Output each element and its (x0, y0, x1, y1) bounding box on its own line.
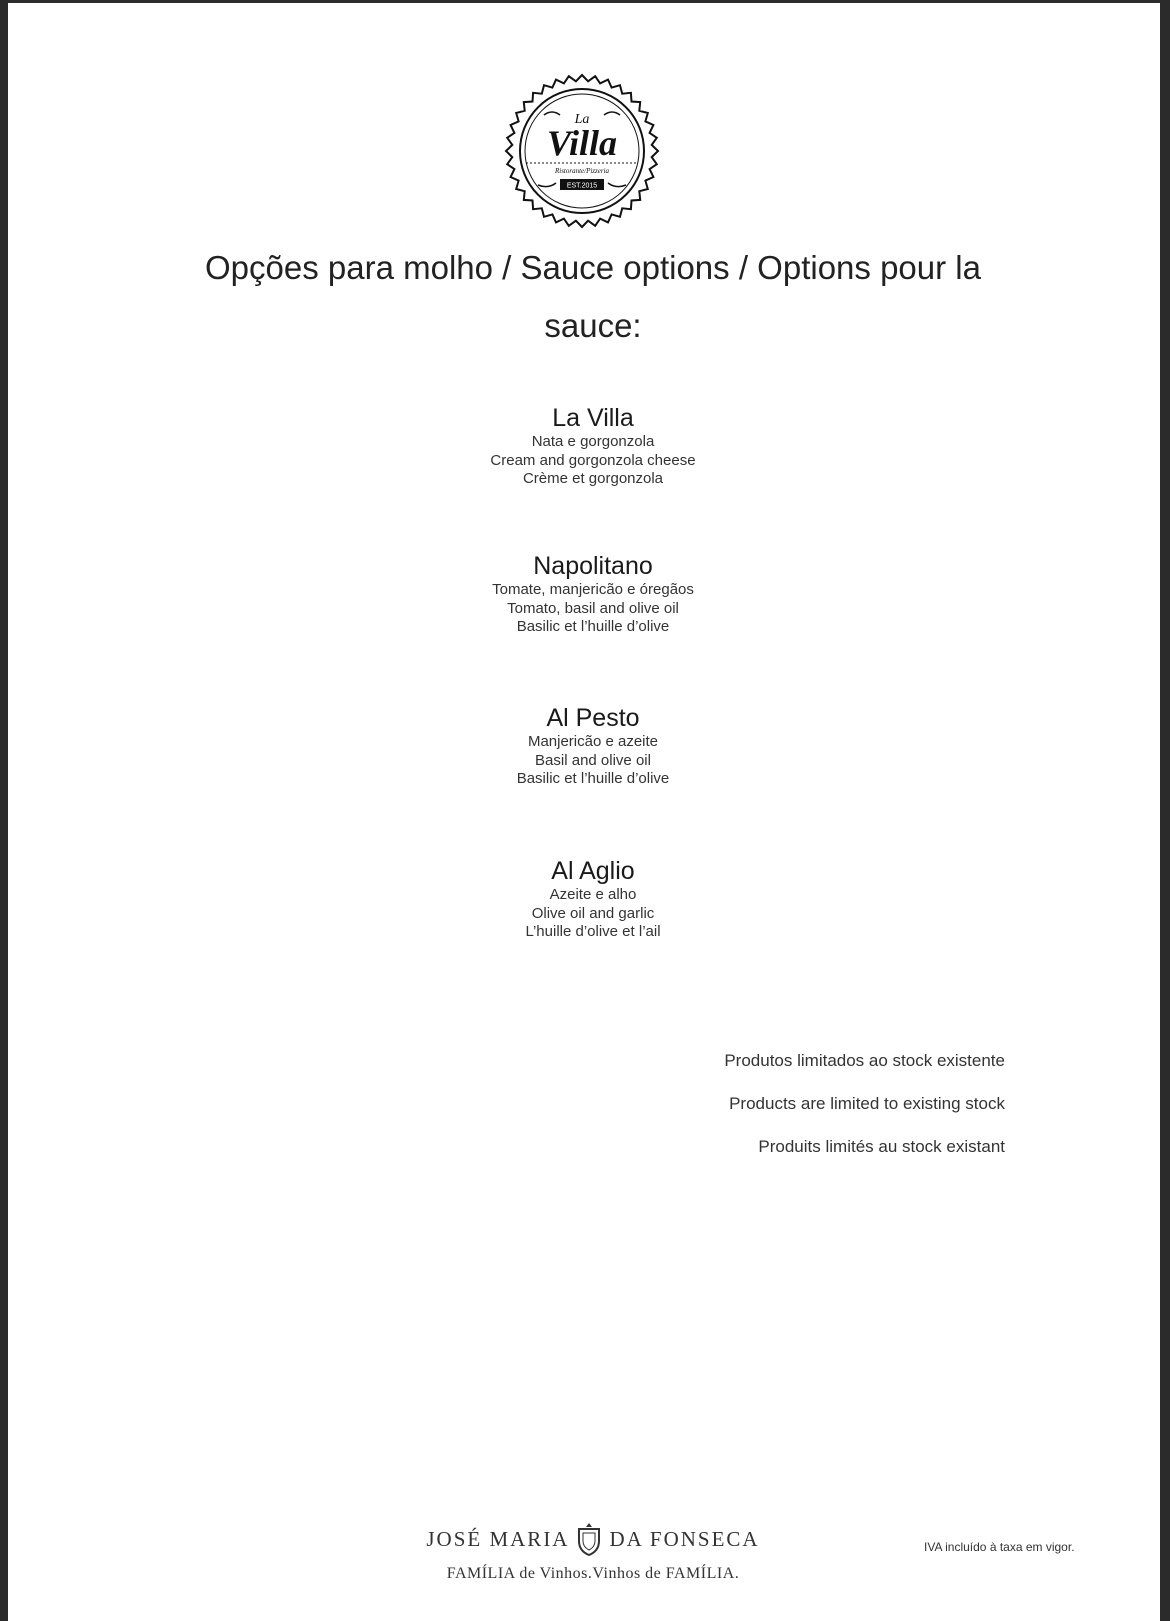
page-title: Opções para molho / Sauce options / Options pour la sauce: (205, 249, 981, 344)
sauce-name: Al Aglio (551, 857, 635, 885)
stock-note-en: Products are limited to existing stock (729, 1094, 1005, 1113)
sauce-name: Napolitano (533, 552, 653, 580)
sauce-desc-fr: Basilic et l’huille d’olive (516, 618, 670, 635)
sauce-desc-en: Tomato, basil and olive oil (507, 599, 679, 617)
sauce-item-al-aglio (393, 856, 793, 942)
sponsor-logo (408, 1521, 778, 1589)
stock-notes (608, 1039, 1005, 1168)
sauce-desc-en: Cream and gorgonzola cheese (490, 451, 696, 469)
logo-villa: Villa (546, 123, 618, 163)
sauce-desc-fr: L’huille d’olive et l’ail (525, 923, 661, 940)
sauce-item-al-pesto (393, 703, 793, 789)
sauce-item-la-villa (393, 403, 793, 489)
sponsor-tagline: FAMÍLIA de Vinhos.Vinhos de FAMÍLIA. (446, 1565, 740, 1582)
sauce-desc-pt: Azeite e alho (549, 886, 637, 903)
sauce-name: Al Pesto (546, 704, 640, 732)
logo-subtitle: Ristorante/Pizzeria (554, 167, 610, 175)
stock-note-fr: Produits limités au stock existant (758, 1137, 1005, 1156)
sauce-desc-en: Olive oil and garlic (531, 904, 655, 922)
sauce-name: La Villa (552, 404, 634, 432)
la-villa-logo (504, 73, 660, 229)
sponsor-name-right: DA FONSECA (609, 1527, 760, 1551)
logo-established: EST.2015 (566, 182, 598, 190)
sauce-desc-en: Basil and olive oil (535, 751, 651, 769)
logo-la: La (574, 112, 590, 127)
tax-note: IVA incluído à taxa em vigor. (924, 1540, 1075, 1554)
crest-icon (575, 1521, 603, 1557)
sauce-desc-fr: Crème et gorgonzola (522, 470, 664, 487)
menu-page (8, 3, 1160, 1621)
sponsor-name-left: JOSÉ MARIA (426, 1527, 570, 1551)
sauce-desc-pt: Nata e gorgonzola (531, 433, 655, 450)
sauce-desc-pt: Manjericão e azeite (527, 733, 659, 750)
stock-note-pt: Produtos limitados ao stock existente (724, 1051, 1005, 1070)
sauce-desc-pt: Tomate, manjericão e óregãos (492, 581, 694, 598)
sauce-desc-fr: Basilic et l’huille d’olive (516, 770, 670, 787)
sauce-item-napolitano (393, 551, 793, 637)
